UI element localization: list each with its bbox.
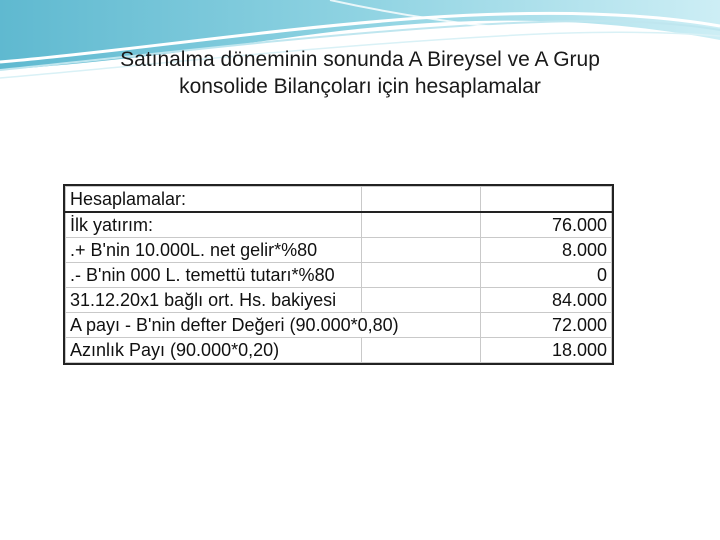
- row-value: 72.000: [481, 313, 612, 338]
- title-line-1: Satınalma döneminin sonunda A Bireysel ve A Grup: [120, 48, 600, 71]
- row-value: 0: [481, 263, 612, 288]
- table-row: [66, 212, 612, 238]
- table-row: [66, 338, 612, 363]
- slide-title: [40, 46, 680, 100]
- table-header-label: Hesaplamalar:: [66, 187, 362, 213]
- calculations-table: [65, 186, 612, 363]
- title-line-2: konsolide Bilançoları için hesaplamalar: [179, 75, 541, 98]
- table-cell-empty: [362, 338, 481, 363]
- table-header-row: [66, 187, 612, 213]
- table-cell-empty: [362, 288, 481, 313]
- row-label: A payı - B'nin defter Değeri (90.000*0,80): [66, 313, 481, 338]
- table-cell-empty: [362, 212, 481, 238]
- table-cell-empty: [362, 263, 481, 288]
- row-label: Azınlık Payı (90.000*0,20): [66, 338, 362, 363]
- table-cell-empty: [362, 187, 481, 213]
- row-label: 31.12.20x1 bağlı ort. Hs. bakiyesi: [66, 288, 362, 313]
- table-row: [66, 263, 612, 288]
- table-row: [66, 288, 612, 313]
- row-label: İlk yatırım:: [66, 212, 362, 238]
- table-cell-empty: [362, 238, 481, 263]
- table-row: [66, 313, 612, 338]
- table-row: [66, 238, 612, 263]
- row-label: .+ B'nin 10.000L. net gelir*%80: [66, 238, 362, 263]
- row-value: 8.000: [481, 238, 612, 263]
- row-value: 18.000: [481, 338, 612, 363]
- table-cell-empty: [481, 187, 612, 213]
- row-value: 76.000: [481, 212, 612, 238]
- row-label: .- B'nin 000 L. temettü tutarı*%80: [66, 263, 362, 288]
- row-value: 84.000: [481, 288, 612, 313]
